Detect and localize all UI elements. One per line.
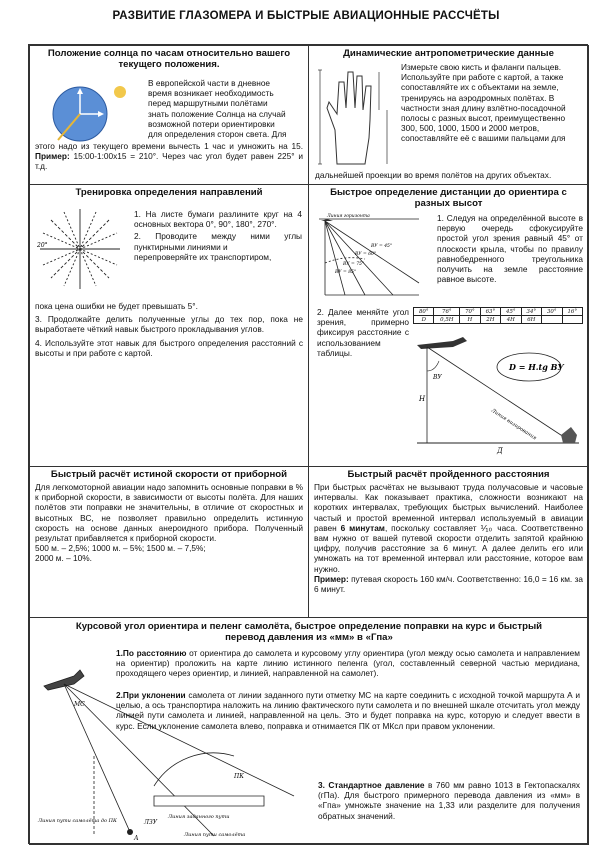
covered-example-label: Пример: [314, 573, 349, 584]
covered-body-b: , поскольку составляет ⅒ часа. Соответственно вам нужно от вашей путевой скорости отделить запятой крайнюю цифру, получив расстояние за 6 минут. А далее делить его или умножать на тот временной интервал или расстояние, которое вам нужно. [314, 522, 583, 574]
training-step-2c: пока цена ошибки не будет превышать 5°. [35, 301, 198, 311]
angle-label: ВУ = 75° [343, 262, 365, 267]
sun-line: для определения сторон света. Для [148, 129, 287, 140]
training-section [29, 184, 309, 467]
training-step-2b: перепроверяйте их транспортиром, [134, 251, 272, 262]
sun-example-label: Пример: [35, 151, 70, 162]
table-cell: 16° [562, 308, 583, 316]
compass-label: 20° [37, 242, 48, 249]
course-p2-label: 2.При уклонении [116, 690, 186, 700]
sight-line-label: Линия визирования [489, 407, 538, 442]
course-heading: Курсовой угол ориентира и пеленг самолёта, быстрое определение поправки на курс и быстрый перевод давления из «мм» в «Гпа» [75, 621, 543, 643]
course-p1: от ориентира до самолета и курсовому углу ориентира (угол между осью самолета и направлением на ориентир) проложить на карте линию истинного пеленга (угол, составленный северной частью меридиана, проходящего через ориентир, и линией, направленной на самолет). [116, 648, 581, 679]
sun-line: перед маршрутными полётами [148, 98, 268, 109]
diagram-label: Линия заданного пути [168, 814, 230, 820]
table-cell: 45° [501, 308, 521, 316]
distance-table [413, 307, 583, 324]
diagram-label: ПК [234, 773, 244, 780]
table-cell: 0,5H [434, 316, 460, 324]
horizon-label: Линия горизонта [327, 214, 370, 219]
diagram-label: ЛЗУ [144, 819, 158, 826]
training-heading: Тренировка определения направлений [75, 187, 263, 198]
angle-label: ВУ = 85° [335, 270, 357, 275]
table-cell: D [414, 316, 434, 324]
speed-values-2: 2000 м. – 10%. [35, 553, 92, 564]
table-cell: 80° [414, 308, 434, 316]
anthro-line: Измерьте свою кисть и фаланги пальцев. [401, 62, 562, 72]
covered-example: путевая скорость 160 км/ч. Соответственно: 16,0 = 16 км. за 6 минут. [314, 573, 583, 595]
table-cell: 34° [521, 308, 541, 316]
covered-section [308, 466, 589, 618]
sun-example: 15:00-1:00х15 = 210°. Через час угол будет равен 225° и т.д. [35, 151, 303, 172]
sun-section [29, 45, 309, 185]
sun-line: возможной потери ориентировки [148, 118, 275, 129]
anthro-line: сопоставляйте её с вашими пальцами для [401, 133, 566, 144]
angle-label: ВУ = 45° [371, 244, 393, 249]
table-cell: 30° [542, 308, 562, 316]
speed-heading: Быстрый расчёт истиной скорости от приборной [50, 469, 288, 480]
course-p1-label: 1.По расстоянию [116, 648, 187, 658]
speed-body: Для легкомоторной авиации надо запомнить основные поправки в % к приборной скорости, в зависимости от высоты полёта. Для наших полётов эти поправки не значительны, в отличие от скоростных и высотных ВС, не позволяет правильно определить истинную скорость на основе данных анероидного прибора. Полученный результат прибавляется к приборной скорости. [35, 482, 303, 544]
anthro-line: частности зная длину взлётно-посадочной [401, 102, 566, 113]
course-p3-label: 3. Стандартное давление [318, 780, 425, 790]
sun-line: этого надо из текущего времени вычесть 1 час и умножить на 15. [35, 141, 303, 151]
page-title: РАЗВИТИЕ ГЛАЗОМЕРА И БЫСТРЫЕ АВИАЦИОННЫЕ РАССЧЁТЫ [112, 10, 500, 22]
distance-label: Д [497, 447, 503, 455]
training-step-2a: 2. Проводите между ними углы пунктирными линиями и [134, 231, 302, 252]
sun-line: В европейской части в дневное [148, 78, 271, 88]
diagram-label: Линия пути самолёта [184, 832, 246, 838]
distance-step-1: 1. Следуя на определённой высоте в первую очередь сфокусируйте простой угол зрения равный 45° от плоскости крыла, чтобы по правилу равнобедренного треугольника получить на земле расстояние равное высоте. [437, 213, 583, 285]
sun-line: знать положение Солнца на случай [148, 108, 286, 119]
content-grid [28, 44, 588, 844]
sun-line: время возникает необходимость [148, 88, 274, 99]
course-section [29, 617, 589, 845]
anthro-line: дальнейшей проекции во время полётов на других объектах. [315, 170, 552, 180]
distance-heading: Быстрое определение дистанции до ориентира с разных высот [330, 187, 567, 209]
table-cell: 4H [501, 316, 521, 324]
distance-section [308, 184, 589, 467]
covered-heading: Быстрый расчёт пройденного расстояния [347, 469, 550, 480]
airplane-sighting-diagram [413, 331, 583, 463]
table-cell: 70° [460, 308, 480, 316]
covered-body-a: При быстрых расчётах не вызывают труда получасовые и часовые интервалы. Как показывает практика, сложности возникают на коротких интервалах, требующих быстрых вычислений. Наиболее частый и простой временной интервал используемый в авиации равен [314, 482, 583, 533]
diagram-label: Линия пути самолёта до ПК [38, 818, 117, 824]
height-label: Н [419, 395, 426, 403]
compass-rose-icon [36, 205, 124, 293]
diagram-label: А [134, 835, 139, 842]
table-cell: 63° [480, 308, 500, 316]
anthro-line: Используйте при работе с картой, а также [401, 72, 564, 83]
speed-values-1: 500 м. – 2,5%; 1000 м. – 5%; 1500 м. – 7,5%; [35, 543, 206, 554]
anthro-line: полосы с разных высот, преимущественно [401, 113, 566, 124]
table-cell: 2H [480, 316, 500, 324]
course-correction-diagram [34, 646, 310, 842]
sun-heading: Положение солнца по часам относительно вашего текущего положения. [47, 48, 291, 70]
angle-label: ВУ = 60° [355, 252, 377, 257]
speed-section [29, 466, 309, 618]
training-step-3: 3. Продолжайте делить полученные углы до тех пор, пока не выработаете чёткий навык быстрого прокладывания углов. [35, 314, 303, 335]
anthro-heading: Динамические антропометрические данные [343, 48, 554, 59]
course-p3: в 760 мм равно 1013 в Гектопаскалях (гПа). Для быстрого примерного перевода давления из «мм» в «Гпа» умножьте значение на 1,33 или разделите для получения обратных значений. [318, 780, 580, 821]
hand-measurement-icon [315, 60, 395, 168]
formula-text: D = H.tg ВУ [509, 362, 564, 372]
viewing-angle-diagram [315, 213, 425, 299]
training-step-4: 4. Используйте этот навык для быстрого определения расстояний с высоты и при работе с картой. [35, 337, 303, 358]
table-cell: H [460, 316, 480, 324]
angle-label: ВУ [433, 374, 442, 381]
covered-bold: 6 минутам [340, 522, 385, 533]
table-cell: 76° [434, 308, 460, 316]
sun-clock-icon [44, 78, 130, 148]
anthro-section [308, 45, 589, 185]
course-p2: самолета от линии заданного пути отметку МС на карте соединить с исходной точкой маршрута А и целью, а ось транспортира наложить на линию фактического пути самолета и по внешней шкале отсчитать угол между линией пути самолета и линией, направленной на цель. Это и будет поправка на курс, которую и следует ввести в курс. Если уклонение самолета влево, поправка и отнимается ПК от МКсл при правом уклонении. [116, 690, 581, 731]
anthro-line: 300, 500, 1000, 1500 и 2000 метров, [401, 123, 540, 134]
anthro-line: тренируясь на аэродромных полётах. В [401, 92, 555, 103]
diagram-label: МС [74, 701, 85, 708]
training-step-1: 1. На листе бумаги разлините круг на 4 основных вектора 0°, 90°, 180°, 270°. [134, 209, 302, 230]
distance-step-2: 2. Далее меняйте угол зрения, примерно фиксируя расстояние с использованием таблицы. [317, 307, 409, 358]
table-cell: 6H [521, 316, 541, 324]
anthro-line: сопоставляйте их с объектами на земле, [401, 82, 559, 93]
